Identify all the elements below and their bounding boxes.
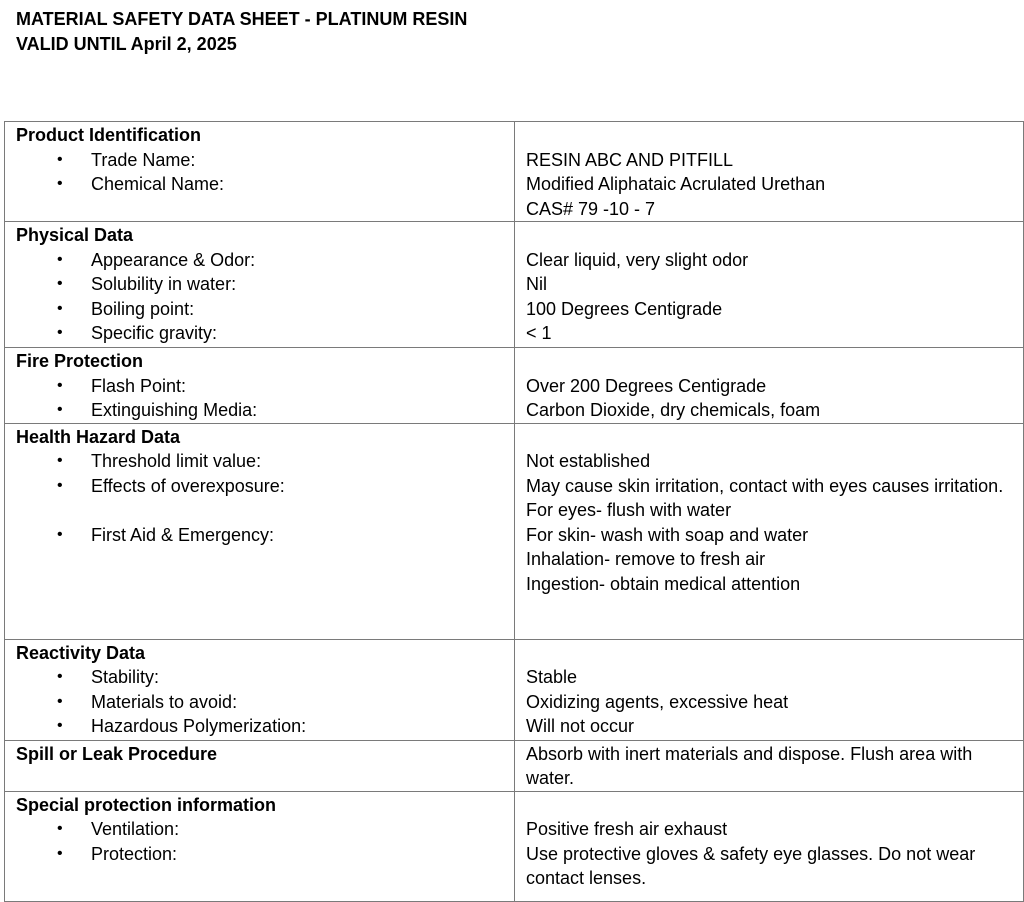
section-value-cell [515,639,1024,740]
section-value-cell [515,122,1024,222]
bullet-icon: • [57,476,63,494]
bullet-icon: • [57,299,63,317]
field-label-stability: • Stability: [16,665,514,690]
bullet-icon: • [57,452,63,469]
section-title: Health Hazard Data [16,426,181,447]
bullet-icon: • [57,844,63,862]
field-label-materials-to-avoid: • Materials to avoid: [16,690,514,715]
bullet-icon: • [57,250,63,268]
field-value: Inhalation- remove to fresh air [526,549,766,569]
field-label-effects-overexposure: • Effects of overexposure: [16,474,514,499]
field-label-boiling-point: • Boiling point: [16,297,514,322]
section-row-special-protection [5,791,1024,901]
section-value-cell [515,740,1024,791]
field-label-threshold-limit: • Threshold limit value: [16,449,514,474]
bullet-icon: • [57,275,63,292]
field-label-extinguishing-media: • Extinguishing Media: [16,398,514,423]
section-label-cell [5,740,515,791]
section-title: Reactivity Data [16,642,146,663]
section-label-cell [5,639,515,740]
field-value: Clear liquid, very slight odor [526,249,749,270]
bullet-icon: • [57,717,63,734]
bullet-icon: • [57,324,63,341]
field-label-first-aid: • First Aid & Emergency: [16,523,514,548]
section-row-fire-protection [5,348,1024,424]
field-value: Ingestion- obtain medical attention [526,573,801,594]
field-label-appearance: • Appearance & Odor: [16,248,514,273]
field-label-trade-name: • Trade Name: [16,148,514,173]
field-value: CAS# 79 -10 - 7 [526,198,656,219]
section-label-cell [5,122,515,222]
document-title [16,7,467,57]
section-row-spill-leak [5,740,1024,791]
section-label-cell [5,222,515,348]
field-label-hazardous-polymerization: • Hazardous Polymerization: [16,714,514,739]
title-line-2: VALID UNTIL April 2, 2025 [16,34,237,54]
field-value: For skin- wash with soap and water [526,524,809,545]
field-value: Oxidizing agents, excessive heat [526,691,789,712]
field-label-specific-gravity: • Specific gravity: [16,321,514,346]
field-value: Not established [526,451,651,471]
field-label-flash-point: • Flash Point: [16,374,514,399]
section-title: Spill or Leak Procedure [16,743,218,764]
field-label-ventilation: • Ventilation: [16,817,514,842]
field-value: Use protective gloves & safety eye glasses. Do not wear contact lenses. [526,843,976,888]
section-title: Physical Data [16,225,134,245]
field-label-solubility: • Solubility in water: [16,272,514,297]
bullet-icon: • [57,150,63,168]
section-title: Product Identification [16,125,202,145]
field-value: May cause skin irritation, contact with eyes causes irritation. [526,475,1004,496]
section-value-cell [515,423,1024,639]
field-value: For eyes- flush with water [526,500,732,520]
msds-table [4,121,1024,902]
section-value-cell [515,348,1024,424]
field-value: Positive fresh air exhaust [526,819,728,839]
section-value-cell [515,222,1024,348]
section-row-reactivity [5,639,1024,740]
field-value: Absorb with inert materials and dispose. Flush area with water. [526,743,973,788]
field-value: 100 Degrees Centigrade [526,298,723,319]
field-value: Will not occur [526,716,635,736]
section-row-physical-data [5,222,1024,348]
section-label-cell [5,791,515,901]
field-label-protection: • Protection: [16,842,514,867]
section-row-health-hazard [5,423,1024,639]
section-label-cell [5,348,515,424]
bullet-icon: • [57,401,63,418]
field-label-chemical-name: • Chemical Name: [16,172,514,197]
title-line-1: MATERIAL SAFETY DATA SHEET - PLATINUM RESIN [16,9,468,29]
section-value-cell [515,791,1024,901]
section-row-product-identification [5,122,1024,222]
section-label-cell [5,423,515,639]
section-title: Fire Protection [16,351,144,371]
bullet-icon: • [57,175,63,192]
field-value: Over 200 Degrees Centigrade [526,375,767,396]
bullet-icon: • [57,525,63,543]
bullet-icon: • [57,820,63,837]
bullet-icon: • [57,692,63,710]
bullet-icon: • [57,376,63,394]
field-value: Modified Aliphataic Acrulated Urethan [526,174,826,194]
section-title: Special protection information [16,794,277,815]
field-value: Carbon Dioxide, dry chemicals, foam [526,400,821,420]
field-value: < 1 [526,323,552,343]
bullet-icon: • [57,668,63,685]
field-value: RESIN ABC AND PITFILL [526,149,734,170]
field-value: Stable [526,667,578,687]
field-value: Nil [526,274,547,294]
